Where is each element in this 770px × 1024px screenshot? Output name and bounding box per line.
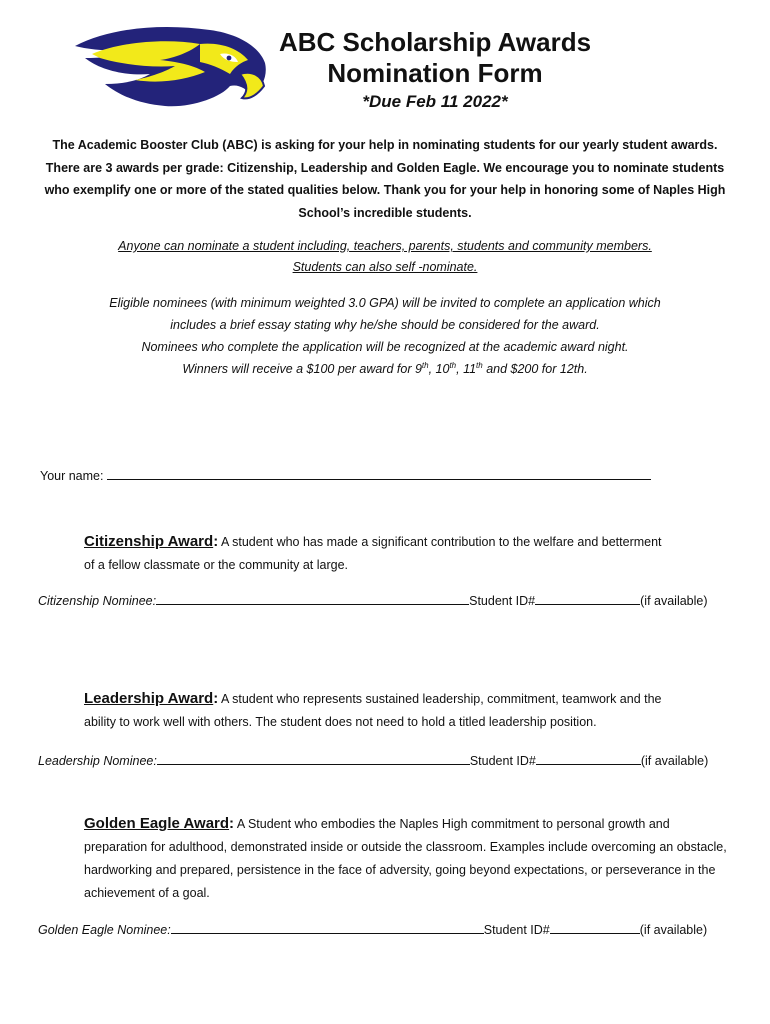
winners-sep1: , 10 xyxy=(428,362,450,376)
golden-eagle-nominee-label: Golden Eagle Nominee: xyxy=(38,923,171,937)
winners-post: and $200 for 12th. xyxy=(482,362,588,376)
eligible-line-3: Nominees who complete the application will be recognized at the academic award night. xyxy=(141,340,629,354)
citizenship-nominee-row xyxy=(38,592,708,608)
leadership-award-title: Leadership Award xyxy=(84,690,214,707)
golden-eagle-award-block xyxy=(84,812,734,905)
golden-eagle-if-available: (if available) xyxy=(639,923,708,937)
eligibility-note xyxy=(40,292,730,380)
winners-sep2: , 11 xyxy=(456,362,477,376)
your-name-field[interactable] xyxy=(107,467,651,480)
citizenship-nominee-label: Citizenship Nominee: xyxy=(38,594,157,608)
your-name-row xyxy=(40,467,651,483)
leadership-student-id-field[interactable] xyxy=(536,752,641,765)
your-name-label: Your name: xyxy=(40,469,104,483)
sup-9: th xyxy=(421,360,429,370)
citizenship-award-title: Citizenship Award xyxy=(84,533,214,550)
winners-pre: Winners will receive a $100 per award for 9 xyxy=(182,362,422,376)
anyone-line-2: Students can also self -nominate. xyxy=(292,260,478,274)
golden-eagle-desc-2: preparation for adulthood, demonstrated inside or outside the classroom. Examples include overcoming an obstacle, hardworking and prepared, persistence in the face of adversity, going beyond expectations, or perseverance in the achievement of a goal. xyxy=(84,840,727,900)
leadership-colon: : xyxy=(213,690,219,707)
golden-eagle-colon: : xyxy=(229,815,235,832)
eligible-line-2: includes a brief essay stating why he/she should be considered for the award. xyxy=(170,318,600,332)
leadership-award-block xyxy=(84,687,734,734)
golden-eagle-nominee-field[interactable] xyxy=(171,921,484,934)
leadership-desc-2: ability to work well with others. The student does not need to hold a titled leadership position. xyxy=(84,715,597,729)
golden-eagle-desc-1: A Student who embodies the Naples High commitment to personal growth and xyxy=(234,817,670,831)
golden-eagle-nominee-row xyxy=(38,921,707,937)
eligible-line-1: Eligible nominees (with minimum weighted 3.0 GPA) will be invited to complete an application which xyxy=(109,296,661,310)
citizenship-colon: : xyxy=(213,533,219,550)
citizenship-if-available: (if available) xyxy=(640,594,708,608)
golden-eagle-award-title: Golden Eagle Award xyxy=(84,815,230,832)
intro-paragraph: The Academic Booster Club (ABC) is asking for your help in nominating students for our yearly student awards. There are 3 awards per grade: Citizenship, Leadership and Golden Eagle. We encourage you to nominate students who exemplify one or more of the stated qualities below. Thank you for your help in honoring some of Naples High School’s incredible students. xyxy=(44,138,726,220)
leadership-nominee-field[interactable] xyxy=(157,752,470,765)
golden-eagle-student-id-label: Student ID# xyxy=(483,923,550,937)
citizenship-student-id-field[interactable] xyxy=(535,592,640,605)
leadership-nominee-row xyxy=(38,752,708,768)
anyone-line-1: Anyone can nominate a student including, teachers, parents, students and community members. xyxy=(118,239,652,253)
sup-10: th xyxy=(449,360,457,370)
citizenship-award-block xyxy=(84,530,734,577)
leadership-student-id-label: Student ID# xyxy=(469,754,536,768)
golden-eagle-student-id-field[interactable] xyxy=(550,921,640,934)
leadership-desc-1: A student who represents sustained leadership, commitment, teamwork and the xyxy=(218,692,662,706)
leadership-if-available: (if available) xyxy=(640,754,709,768)
page-subtitle: Nomination Form xyxy=(327,58,543,88)
leadership-nominee-label: Leadership Nominee: xyxy=(38,754,157,768)
due-date: *Due Feb 11 2022* xyxy=(362,92,508,111)
anyone-note xyxy=(40,236,730,278)
page-title: ABC Scholarship Awards xyxy=(278,27,592,57)
sup-11: th xyxy=(476,360,483,370)
winners-line xyxy=(40,358,730,380)
citizenship-desc-1: A student who has made a significant contribution to the welfare and betterment xyxy=(218,535,662,549)
citizenship-nominee-field[interactable] xyxy=(156,592,469,605)
citizenship-student-id-label: Student ID# xyxy=(469,594,536,608)
citizenship-desc-2: of a fellow classmate or the community at large. xyxy=(84,558,349,572)
